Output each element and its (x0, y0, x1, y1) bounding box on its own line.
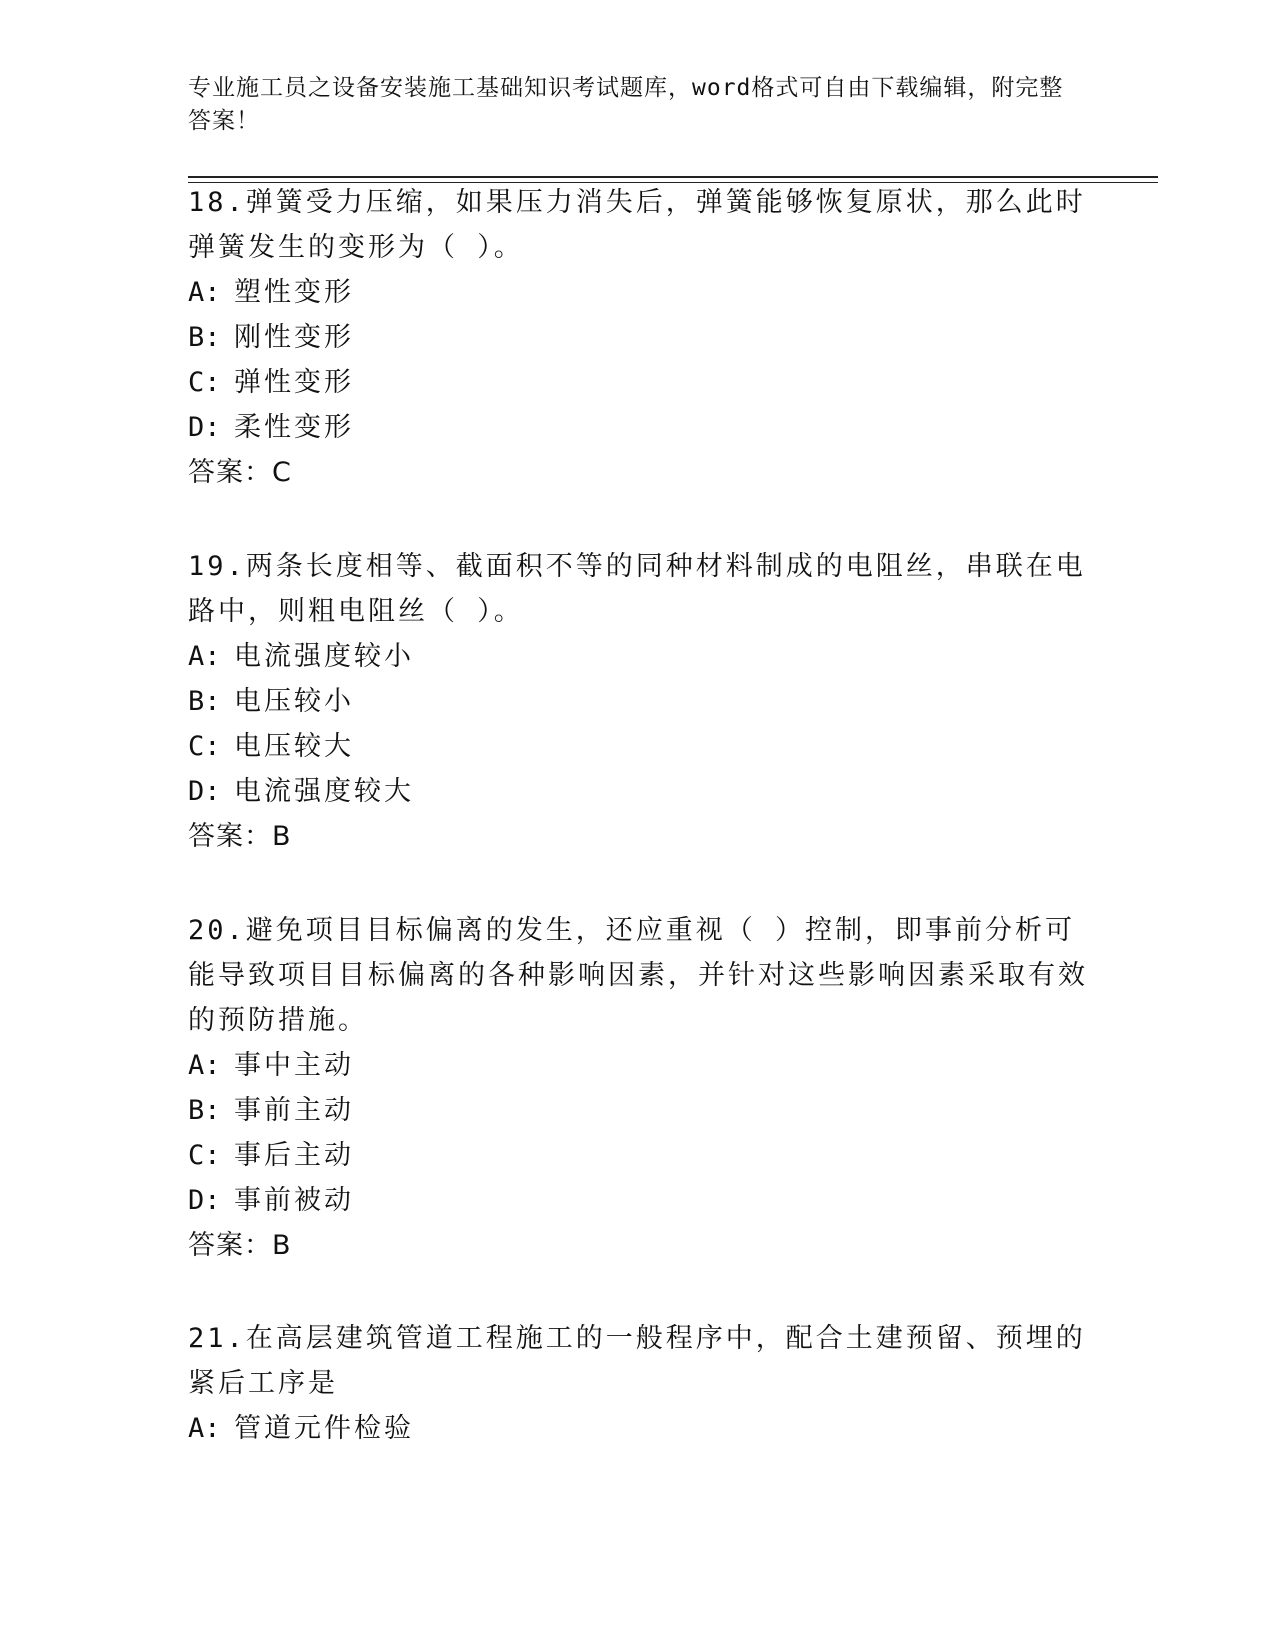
option-key: A: (188, 1413, 221, 1444)
option-key: A: (188, 641, 221, 672)
question-19 (188, 544, 1088, 859)
document-header: 专业施工员之设备安装施工基础知识考试题库，word格式可自由下载编辑，附完整答案！ (188, 75, 1064, 134)
question-21 (188, 1316, 1088, 1451)
option-text: 塑性变形 (234, 277, 354, 308)
option-text: 刚性变形 (234, 322, 354, 353)
question-stem: 20.避免项目目标偏离的发生，还应重视（ ）控制，即事前分析可能导致项目目标偏离的各种影响因素，并针对这些影响因素采取有效的预防措施。 (188, 915, 1088, 1036)
question-stem: 19.两条长度相等、截面积不等的同种材料制成的电阻丝，串联在电路中，则粗电阻丝（ ）。 (188, 551, 1086, 627)
option-key: C: (188, 1140, 221, 1171)
answer-line: 答案：C (188, 457, 292, 488)
option-c (188, 724, 1088, 769)
question-20 (188, 908, 1088, 1268)
question-stem: 21.在高层建筑管道工程施工的一般程序中，配合土建预留、预埋的紧后工序是 (188, 1323, 1086, 1399)
option-text: 事前被动 (234, 1185, 354, 1216)
option-text: 事前主动 (234, 1095, 354, 1126)
option-d (188, 769, 1088, 814)
option-text: 事后主动 (234, 1140, 354, 1171)
option-text: 事中主动 (234, 1050, 354, 1081)
option-key: B: (188, 322, 221, 353)
option-text: 弹性变形 (234, 367, 354, 398)
option-text: 管道元件检验 (234, 1413, 414, 1444)
header-divider-thick (188, 176, 1158, 178)
option-text: 电流强度较小 (234, 641, 414, 672)
option-text: 电压较小 (234, 686, 354, 717)
option-key: C: (188, 367, 221, 398)
option-key: D: (188, 1185, 221, 1216)
option-a (188, 1043, 1088, 1088)
option-d (188, 1178, 1088, 1223)
option-a (188, 634, 1088, 679)
option-key: C: (188, 731, 221, 762)
answer-line: 答案：B (188, 1230, 292, 1261)
option-key: B: (188, 686, 221, 717)
answer-line: 答案：B (188, 821, 292, 852)
option-key: D: (188, 412, 221, 443)
option-key: B: (188, 1095, 221, 1126)
question-18 (188, 180, 1088, 495)
option-b (188, 679, 1088, 724)
option-key: D: (188, 776, 221, 807)
option-c (188, 1133, 1088, 1178)
option-b (188, 315, 1088, 360)
option-a (188, 270, 1088, 315)
option-key: A: (188, 1050, 221, 1081)
question-stem: 18.弹簧受力压缩，如果压力消失后，弹簧能够恢复原状，那么此时弹簧发生的变形为（ ）。 (188, 187, 1086, 263)
option-d (188, 405, 1088, 450)
option-text: 柔性变形 (234, 412, 354, 443)
option-a (188, 1406, 1088, 1451)
option-text: 电压较大 (234, 731, 354, 762)
option-text: 电流强度较大 (234, 776, 414, 807)
option-b (188, 1088, 1088, 1133)
option-c (188, 360, 1088, 405)
option-key: A: (188, 277, 221, 308)
